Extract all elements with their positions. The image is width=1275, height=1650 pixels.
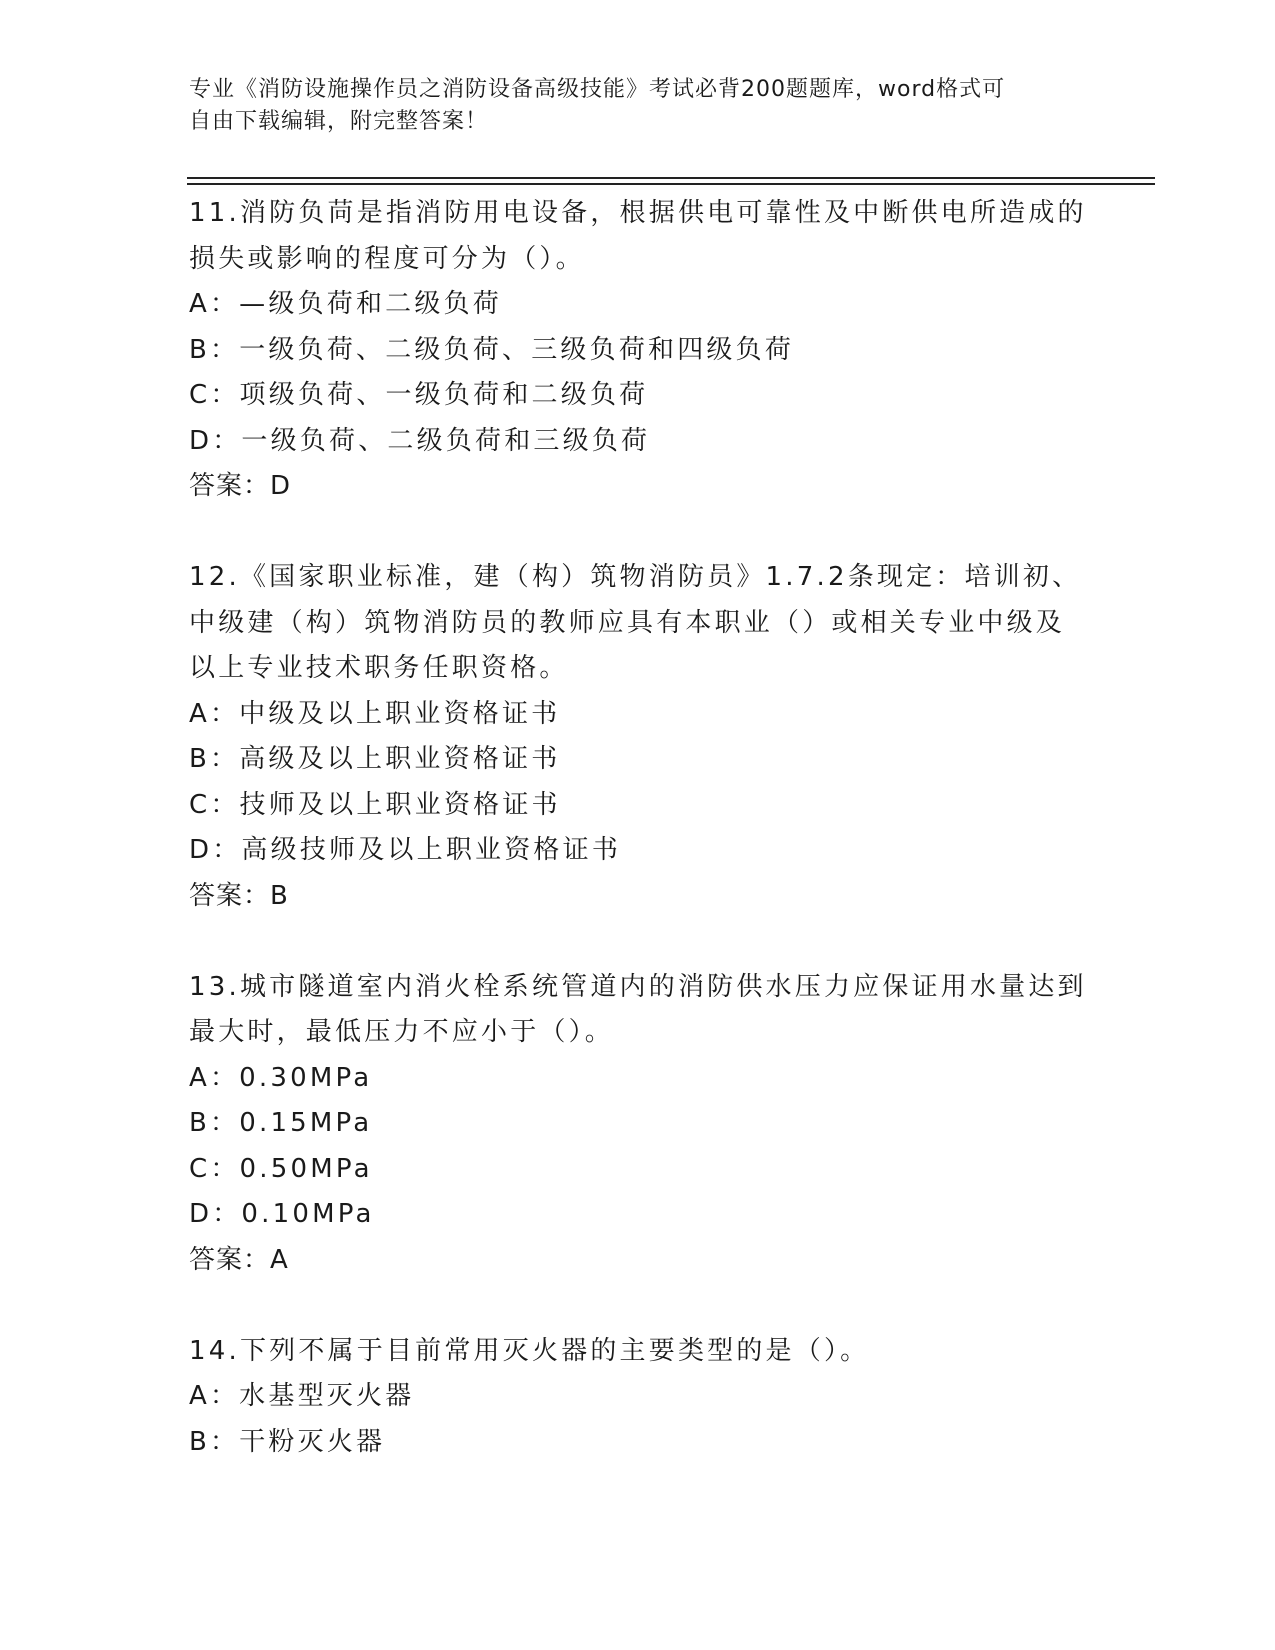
option-a: A：中级及以上职业资格证书 [189, 698, 561, 729]
answer-line: 答案：B [189, 880, 289, 911]
question-spacer [189, 510, 1089, 556]
question-stem-line: 14.下列不属于目前常用灭火器的主要类型的是（）。 [189, 1335, 870, 1366]
question-block [189, 965, 1089, 1284]
option-d: D：0.10MPa [189, 1199, 375, 1229]
option-c: C：项级负荷、一级负荷和二级负荷 [189, 380, 649, 410]
option-d: D：一级负荷、二级负荷和三级负荷 [189, 425, 651, 456]
option-b: B：0.15MPa [189, 1108, 373, 1138]
question-stem-line: 11.消防负苘是指消防用电设备，根据供电可靠性及中断供电所造成的 [189, 198, 1087, 228]
question-stem-line: 以上专业技术职务任职资格。 [189, 653, 569, 683]
question-spacer [189, 919, 1089, 965]
question-stem-line: 13.城市隧道室内消火栓系统管道内的消防供水压力应保证用水量达到 [189, 971, 1087, 1002]
question-spacer [189, 1283, 1089, 1329]
option-c: C：技师及以上职业资格证书 [189, 789, 561, 820]
question-block [189, 555, 1089, 919]
header-line-1: 专业《消防设施操作员之消防设备高级技能》考试必背200题题库，word格式可 [189, 77, 1006, 102]
question-list [189, 191, 1089, 1465]
question-stem-line: 中级建（构）筑物消防员的教师应具有本职业（）或相关专业中级及 [189, 607, 1066, 638]
option-d: D：高级技师及以上职业资格证书 [189, 835, 622, 865]
header-line-2: 自由下载编辑，附完整答案！ [189, 109, 489, 134]
option-b: B：干粉灭火器 [189, 1426, 386, 1457]
answer-line: 答案：A [189, 1244, 289, 1275]
document-header [189, 74, 1069, 138]
option-b: B：一级负荷、二级负荷、三级负荷和四级负荷 [189, 334, 795, 365]
option-a: A：水基型灭火器 [189, 1381, 415, 1411]
question-stem-line: 最大时，最低压力不应小于（）。 [189, 1017, 615, 1047]
answer-line: 答案：D [189, 471, 292, 501]
question-block [189, 1329, 1089, 1466]
option-a: A：—级负荷和二级负荷 [189, 289, 502, 319]
question-stem-line: 损失或影响的程度可分为（）。 [189, 243, 585, 274]
option-a: A：0.30MPa [189, 1062, 373, 1093]
question-block [189, 191, 1089, 510]
option-c: C：0.50MPa [189, 1153, 373, 1184]
question-stem-line: 12.《国家职业标准，建（构）筑物消防员》1.7.2条现定：培训初、 [189, 562, 1082, 592]
header-divider-top [187, 177, 1155, 179]
header-divider-bottom [187, 183, 1155, 185]
option-b: B：高级及以上职业资格证书 [189, 744, 561, 774]
